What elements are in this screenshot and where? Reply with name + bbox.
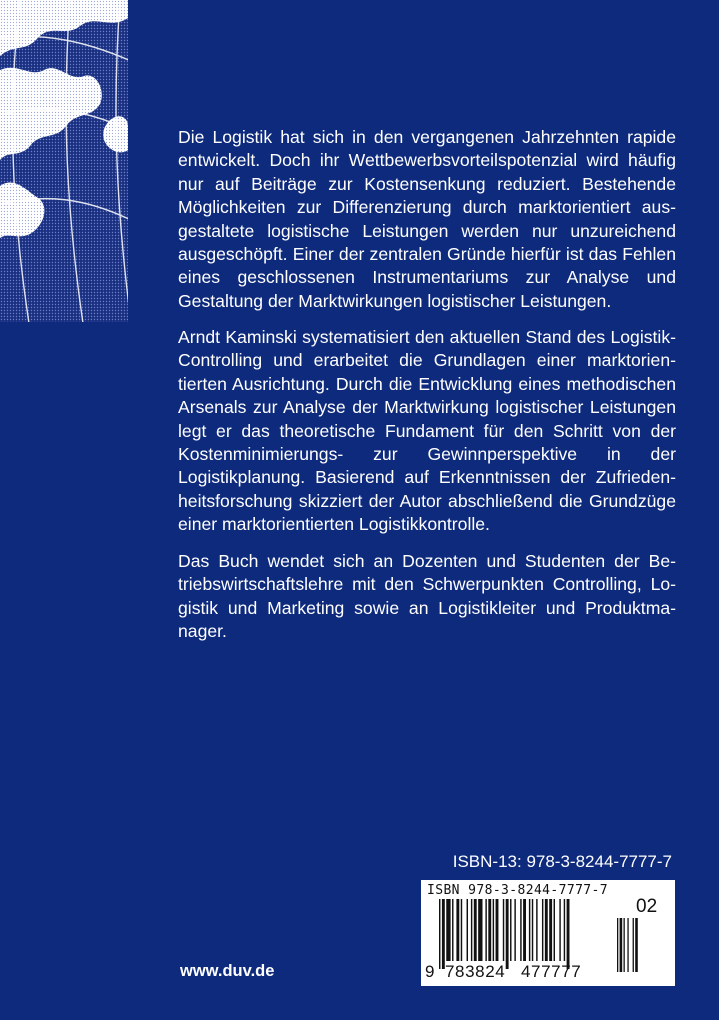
barcode-bar [567, 899, 570, 969]
globe-icon [0, 0, 128, 322]
barcode-bar [529, 899, 530, 961]
barcode-bar [514, 899, 515, 961]
barcode-bar [549, 899, 552, 961]
barcode-addon-bar [620, 918, 623, 972]
isbn13-label: ISBN-13: 978-3-8244-7777-7 [452, 852, 672, 871]
description-paragraph-1: Die Logistik hat sich in den vergangenen Jahrzehnten rapide entwickelt. Doch ihr Wettbewerbsvorteilspotenzial wird häufig nur auf Beiträge zur Kostensenkung reduziert. Bestehende Möglichkeiten zur Differenzierung durch marktorientiert ausgestaltete logistische Leistungen werden nur unzureichend ausgeschöpft. Einer der zentralen Gründe hierfür ist das Fehlen eines geschlossenen Instrumentariums zur Analyse und Gestaltung der Marktwirkungen logistischer Leistungen. [178, 127, 676, 311]
barcode-bar [488, 899, 491, 961]
barcode-bar [493, 899, 494, 961]
barcode-bar [503, 899, 504, 961]
barcode-bar [461, 899, 462, 961]
barcode-bar [554, 899, 555, 961]
barcode-addon-digits: 02 [636, 896, 658, 917]
barcode-bar [452, 899, 453, 961]
barcode-addon-bar [617, 918, 618, 972]
barcode-bar [478, 899, 482, 961]
barcode-bar [523, 899, 526, 961]
barcode-bar [439, 899, 440, 969]
barcode-bar [536, 899, 537, 961]
publisher-website: www.duv.de [180, 962, 275, 980]
barcode-bar [506, 899, 509, 969]
barcode-digits-right: 477777 [521, 962, 582, 981]
barcode-bar [559, 899, 560, 961]
barcode-bar [442, 899, 445, 969]
barcode [421, 880, 675, 986]
barcode-addon-bar [624, 918, 625, 972]
barcode-addon-bar [633, 918, 634, 972]
barcode-bar [510, 899, 511, 961]
barcode-isbn-text: ISBN 978-3-8244-7777-7 [427, 883, 608, 898]
barcode-bar [564, 899, 565, 961]
description-paragraph-3: Das Buch wendet sich an Dozenten und Studenten der Betriebswirtschaftslehre mit den Schwerpunkten Controlling, Logistik und Marketing sowie an Logistikleiter und Produktmanager. [178, 551, 676, 642]
barcode-bar [467, 899, 468, 961]
barcode-addon-bar [627, 918, 628, 972]
barcode-bar [496, 899, 499, 961]
barcode-bar [456, 899, 459, 961]
barcode-addon-bar [635, 918, 638, 972]
barcode-bar [446, 899, 450, 961]
barcode-bar [474, 899, 477, 961]
barcode-bar [532, 899, 533, 961]
barcode-digit-first: 9 [425, 962, 436, 981]
description-paragraph-2: Arndt Kaminski systematisiert den aktuellen Stand des Logistik-Controlling und erarbeitet die Grundlagen einer marktorientierten Ausrichtung. Durch die Entwicklung eines methodischen Arsenals zur Analyse der Marktwirkung logistischer Leistungen legt er das theoretische Fundament für den Schritt von der Kostenminimierungs- zur Gewinnperspektive in der Logistikplanung. Basierend auf Erkenntnissen der Zufriedenheitsforschung skizziert der Autor abschließend die Grundzüge einer marktorientierten Logistikkontrolle. [178, 327, 676, 535]
globe-image [0, 0, 128, 322]
barcode-digits-left: 783824 [445, 962, 506, 981]
barcode-bar [471, 899, 472, 961]
barcode-bar [485, 899, 486, 961]
barcode-bar [545, 899, 548, 961]
barcode-bar [542, 899, 543, 961]
barcode-bar [520, 899, 521, 961]
